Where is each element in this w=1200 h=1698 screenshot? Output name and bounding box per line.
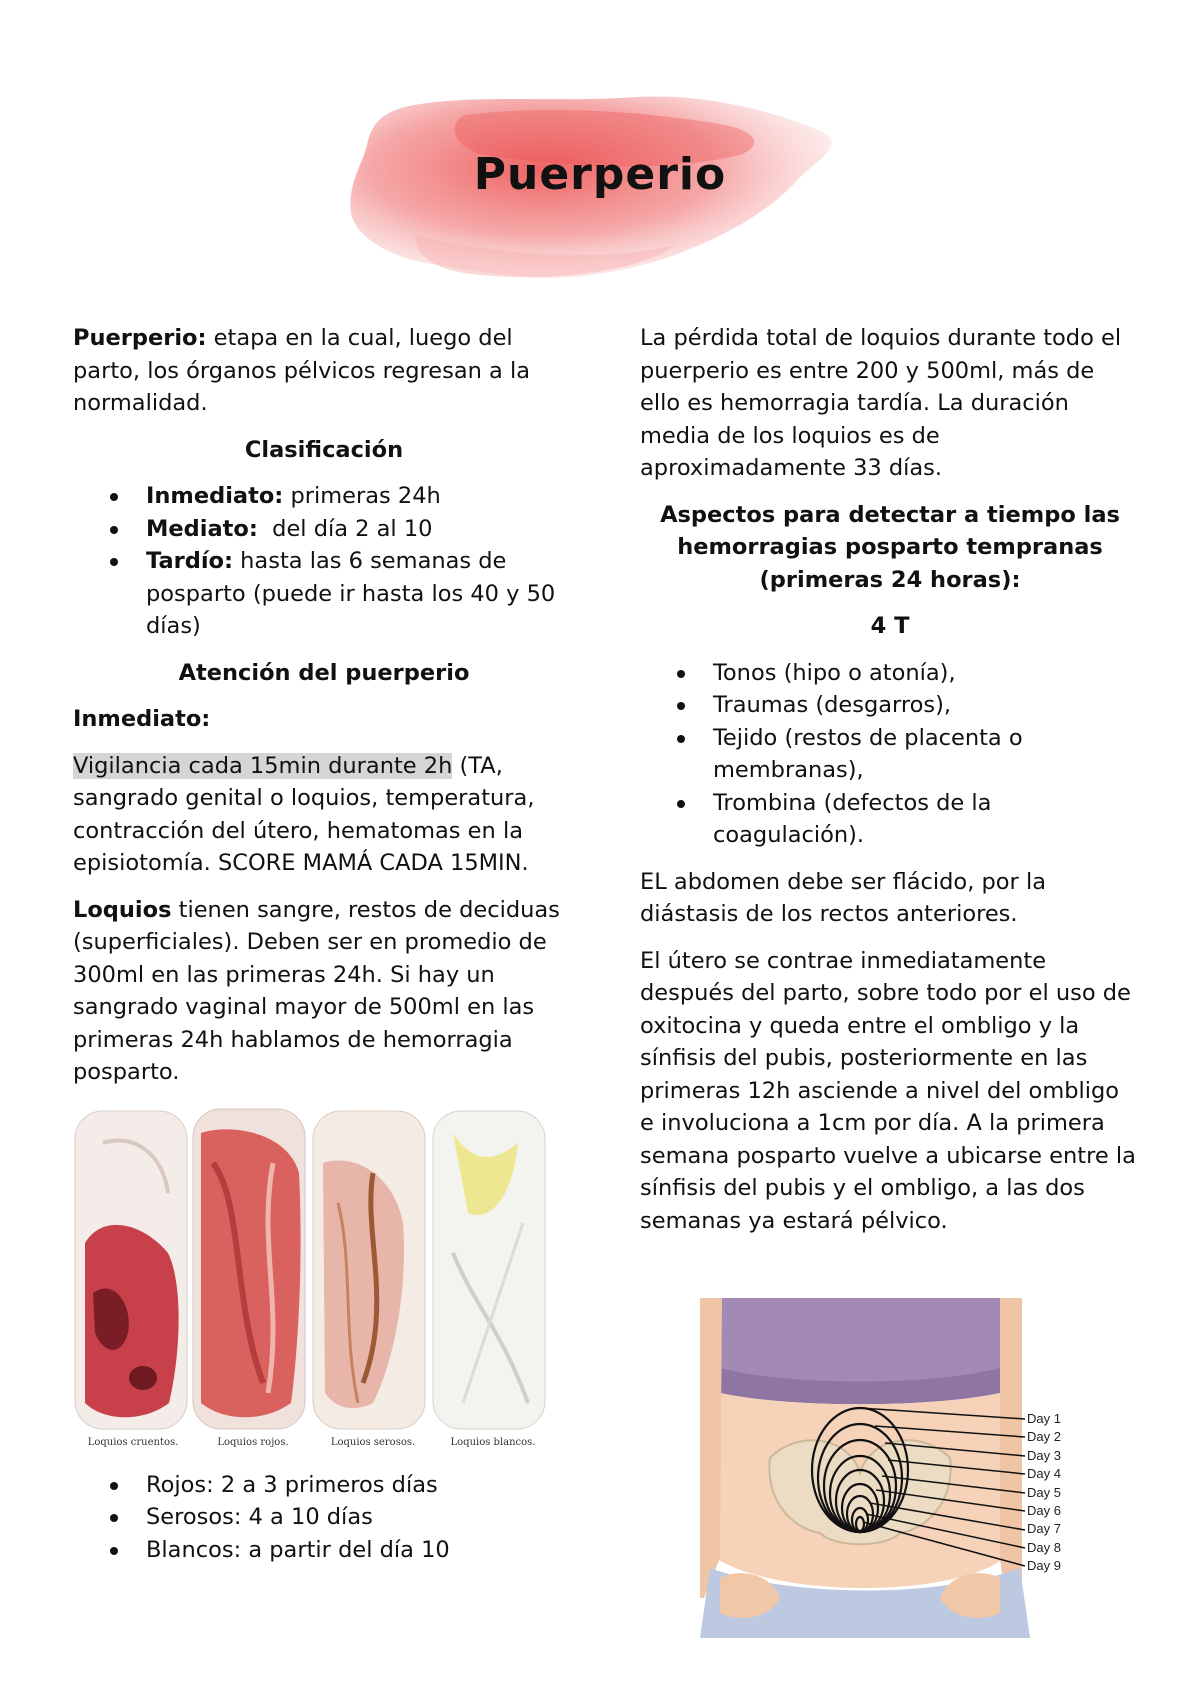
clasificacion-heading: Clasificación xyxy=(244,436,404,463)
list-item: Serosos: 4 a 10 días xyxy=(73,1501,575,1534)
loquios-term: Loquios xyxy=(73,896,172,923)
day-label: Day 2 xyxy=(1027,1429,1061,1445)
caption-blancos: Loquios blancos. xyxy=(450,1436,536,1448)
list-item xyxy=(73,480,575,513)
loquios-text: tienen sangre, restos de deciduas (superficiales). Deben ser en promedio de 300ml en las primeras 24h. Si hay un sangrado vaginal mayor de 500ml en las primeras 24h hablamos de hemorragia posparto. xyxy=(73,896,560,1085)
day-label: Day 4 xyxy=(1027,1466,1061,1482)
day-label: Day 9 xyxy=(1027,1558,1061,1574)
list-item-text: hasta las 6 semanas de posparto (puede ir hasta los 40 y 50 días) xyxy=(146,548,556,639)
intro-term: Puerperio: xyxy=(73,325,207,351)
list-item-term: Mediato: xyxy=(146,515,258,542)
pad-rojos-icon xyxy=(193,1109,305,1429)
intro-paragraph xyxy=(73,322,575,420)
pad-serosos-icon xyxy=(313,1111,425,1429)
inmediato-heading: Inmediato: xyxy=(73,706,211,732)
list-item-text: del día 2 al 10 xyxy=(257,515,433,542)
list-item: Tonos (hipo o atonía), xyxy=(640,657,1140,690)
caption-rojos: Loquios rojos. xyxy=(217,1436,289,1448)
day-label: Day 5 xyxy=(1027,1484,1061,1500)
vigilancia-paragraph xyxy=(73,750,575,880)
utero-paragraph: El útero se contrae inmediatamente después del parto, sobre todo por el uso de oxitocina y queda entre el ombligo y la sínfisis del pubis, posteriormente en las primeras 12h asciende a nivel del ombligo e involuciona a 1cm por día. A la primera semana posparto vuelve a ubicarse entre la sínfisis del pubis y el ombligo, a las dos semanas ya estará pélvico. xyxy=(640,947,1136,1234)
t-list xyxy=(640,657,1140,852)
list-item: Rojos: 2 a 3 primeros días xyxy=(73,1469,575,1502)
intro-text: etapa en la cual, luego del parto, los órganos pélvicos regresan a la normalidad. xyxy=(73,325,531,416)
list-item-term: Inmediato: xyxy=(146,483,284,509)
page-title: Puerperio xyxy=(473,149,727,200)
cuatro-t-heading: 4 T xyxy=(870,613,910,639)
loquios-captions xyxy=(73,1436,553,1456)
atencion-heading: Atención del puerperio xyxy=(178,659,470,686)
day-label: Day 1 xyxy=(1027,1411,1061,1426)
abdomen-paragraph: EL abdomen debe ser flácido, por la diástasis de los rectos anteriores. xyxy=(640,868,1046,927)
list-item-text: primeras 24h xyxy=(283,483,441,509)
pad-blancos-icon xyxy=(433,1111,545,1429)
highlighted-text: Vigilancia cada 15min durante 2h xyxy=(73,752,453,779)
uterus-involution-image xyxy=(700,1298,1095,1638)
list-item: Blancos: a partir del día 10 xyxy=(73,1534,575,1567)
day-label: Day 8 xyxy=(1027,1539,1061,1555)
caption-cruentos: Loquios cruentos. xyxy=(87,1436,179,1448)
day-label: Day 7 xyxy=(1027,1521,1061,1537)
loquios-image xyxy=(73,1103,553,1459)
pad-cruentos-icon xyxy=(75,1111,187,1429)
clasificacion-list xyxy=(73,480,575,643)
list-item: Traumas (desgarros), xyxy=(640,689,1140,722)
vigilancia-text: (TA, sangrado genital o loquios, temperatura, contracción del útero, hematomas en la episiotomía. SCORE MAMÁ CADA 15MIN. xyxy=(73,752,535,876)
left-column xyxy=(73,322,575,1580)
list-item xyxy=(73,513,575,546)
list-item-term: Tardío: xyxy=(146,548,234,574)
perdida-paragraph: La pérdida total de loquios durante todo el puerperio es entre 200 y 500ml, más de ello es hemorragia tardía. La duración media de los loquios es de aproximadamente 33 días. xyxy=(640,325,1122,481)
title-banner xyxy=(345,85,855,300)
tipos-list xyxy=(73,1469,575,1567)
loquios-pads-icon xyxy=(73,1103,553,1459)
list-item xyxy=(73,545,575,643)
day-label: Day 6 xyxy=(1027,1503,1061,1519)
aspectos-heading: Aspectos para detectar a tiempo las hemorragias posparto tempranas (primeras 24 horas): xyxy=(660,501,1120,593)
right-column xyxy=(640,322,1140,1251)
day-labels xyxy=(1027,1410,1095,1576)
list-item: Tejido (restos de placenta o membranas), xyxy=(640,722,1140,787)
loquios-paragraph xyxy=(73,894,575,1089)
list-item: Trombina (defectos de la coagulación). xyxy=(640,787,1140,852)
day-label: Day 3 xyxy=(1027,1447,1061,1463)
caption-serosos: Loquios serosos. xyxy=(330,1436,416,1448)
